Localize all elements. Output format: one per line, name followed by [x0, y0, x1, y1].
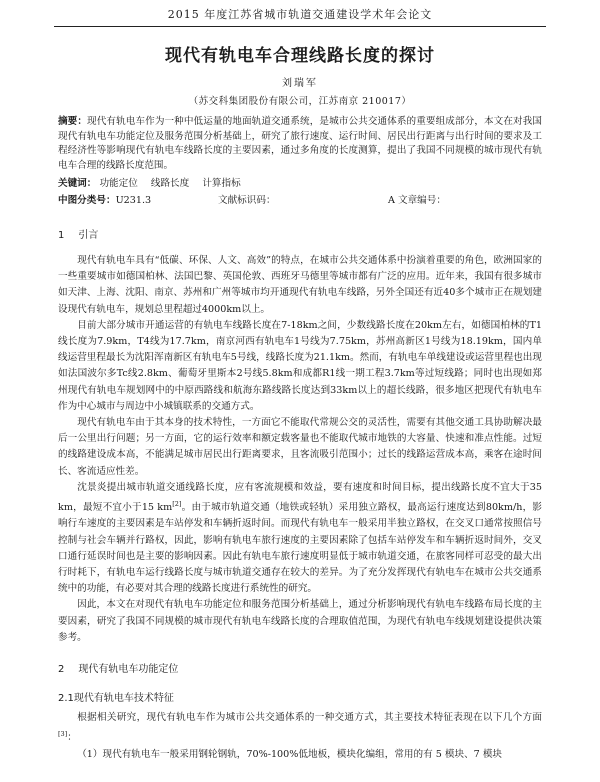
author: 刘瑞军: [282, 78, 318, 89]
paragraph: [58, 480, 542, 598]
section-title: 引言: [78, 230, 99, 241]
citation: [2]: [172, 500, 182, 509]
paragraph: （1）现代有轨电车一般采用钢轮钢轨，70%-100%低地板，模块化编组，常用的有 5 模块、7 模块: [77, 748, 503, 760]
subsection-number: 2.1: [58, 693, 74, 705]
paragraph-text: ：: [67, 732, 77, 744]
keywords: [58, 175, 542, 189]
section-title: 现代有轨电车功能定位: [78, 664, 179, 676]
paper-title: 现代有轨电车合理线路长度的探讨: [165, 46, 435, 66]
keyword-item: 计算指标: [202, 178, 241, 189]
running-head: 2015 年度江苏省城市轨道交通建设学术年会论文: [54, 0, 546, 27]
abstract-label: 摘要：: [58, 116, 88, 127]
keywords-label: 关键词：: [58, 178, 97, 189]
paragraph: 目前大部分城市开通运营的有轨电车线路长度在7-18km之间，少数线路长度在20km左右，如德国柏林的T1线长度为7.9km，T4线为17.7km，南京河西有轨电车1号线为7.75km，苏州高新区1号线为18.19km，国内单线运营里程最长为沈阳浑南新区有轨电车5号线，线路长度为21.1km。然而，有轨电车单线建设或运营里程也出现如法国波尔多Tc线2.8km、葡萄牙里斯本2号线5.8km和成都R1线一期工程3.7km等过短线路；同时也出现如郑州现代有轨电车规划网中的中原西路线和航海东路线路长度达到33km以上的超长线路，很多地区把现代有轨电车作为中心城市与周边中小城镇联系的交通方式。: [58, 319, 542, 412]
section-number: 1: [58, 230, 65, 241]
paragraph: 现代有轨电车由于其本身的技术特性，一方面它不能取代常规公交的灵活性，需要有其他交通工具协助解决最后一公里出行问题；另一方面，它的运行效率和额定载客量也不能取代城市地铁的大容量、快速和准点性能。过短的线路建设成本高，不能满足城市居民出行距离要求，且客流吸引范围小；过长的线路运营成本高，乘客在途时间长、客流适应性差。: [58, 417, 542, 477]
paragraph-text: 。由于城市轨道交通（地铁或轻轨）采用独立路权，最高运行速度达到80km/h，影响行车速度的主要因素是车站停发和车辆折返时间。而现代有轨电车一般采用半独立路权，在交叉口通常按照信号控制与社会车辆并行路权，因此，影响有轨电车旅行速度的主要因素除了包括车站停发车和车辆折返时间外，交叉口通行延误时间也是主要的影响因素。因此有轨电车旅行速度明显低于城市轨道交通，在旅客同样可忍受的最大出行时耗下，有轨电车运行线路长度与城市轨道交通存在较大的差异。为了充分发挥现代有轨电车在城市公共交通系统中的功能，有必要对其合理的线路长度进行系统性的研究。: [58, 502, 542, 595]
article-number: A 文章编号：: [388, 195, 446, 206]
section-heading: [58, 660, 542, 675]
section-number: 2: [58, 664, 65, 676]
clc-value: U231.3: [115, 195, 152, 206]
citation: [3]: [58, 730, 68, 739]
abstract: [58, 115, 542, 173]
doc-code: 文献标识码：: [218, 195, 276, 206]
paragraph: 因此，本文在对现代有轨电车功能定位和服务范围分析基础上，通过分析影响现代有轨电车线路布局长度的主要因素，研究了我国不同规模的城市现代有轨电车线路长度的合理取值范围，为现代有轨电车线规划建设提供决策参考。: [58, 599, 542, 643]
paragraph: [58, 710, 542, 747]
keyword-item: 线路长度: [150, 178, 190, 189]
clc-number: [58, 192, 218, 206]
section-heading: [58, 226, 542, 241]
keyword-item: 功能定位: [99, 178, 138, 189]
paragraph-text: 沈景炎提出城市轨道交通线路长度，应有客流规模和效益，要有速度和时间目标，提出线路长度不宜大于35 km，最短不宜小于15 km: [58, 481, 542, 514]
clc-label: 中图分类号：: [58, 195, 116, 206]
paragraph: 现代有轨电车具有“低碳、环保、人文、高效”的特点，在城市公共交通体系中扮演着重要的角色，欧洲国家的一些重要城市如德国柏林、法国巴黎、英国伦敦、西班牙马德里等城市都有广泛的应用。近年来，我国有很多城市如天津、上海、沈阳、南京、苏州和广州等城市均开通现代有轨电车线路，另外全国还有近40多个城市正在规划建设现代有轨电车，规划总里程超过4000km以上。: [58, 255, 542, 315]
affiliation: （苏交科集团股份有限公司，江苏南京 210017）: [188, 96, 412, 107]
subsection-heading: [58, 689, 542, 704]
subsection-title: 现代有轨电车技术特征: [73, 693, 174, 705]
paragraph-text: 根据相关研究，现代有轨电车作为城市公共交通体系的一种交通方式，其主要技术特征表现在以下几个方面: [77, 712, 542, 724]
abstract-text: 现代有轨电车作为一种中低运量的地面轨道交通系统，是城市公共交通体系的重要组成部分，本文在对我国现代有轨电车功能定位及服务范围分析基础上，研究了旅行速度、运行时间、居民出行距离与出行时间的要求及工程经济性等影响现代有轨电车线路长度的主要因素，通过多角度的长度测算，提出了我国不同规模的城市现代有轨电车合理的线路长度范围。: [58, 116, 543, 171]
classification-line: [58, 192, 542, 206]
